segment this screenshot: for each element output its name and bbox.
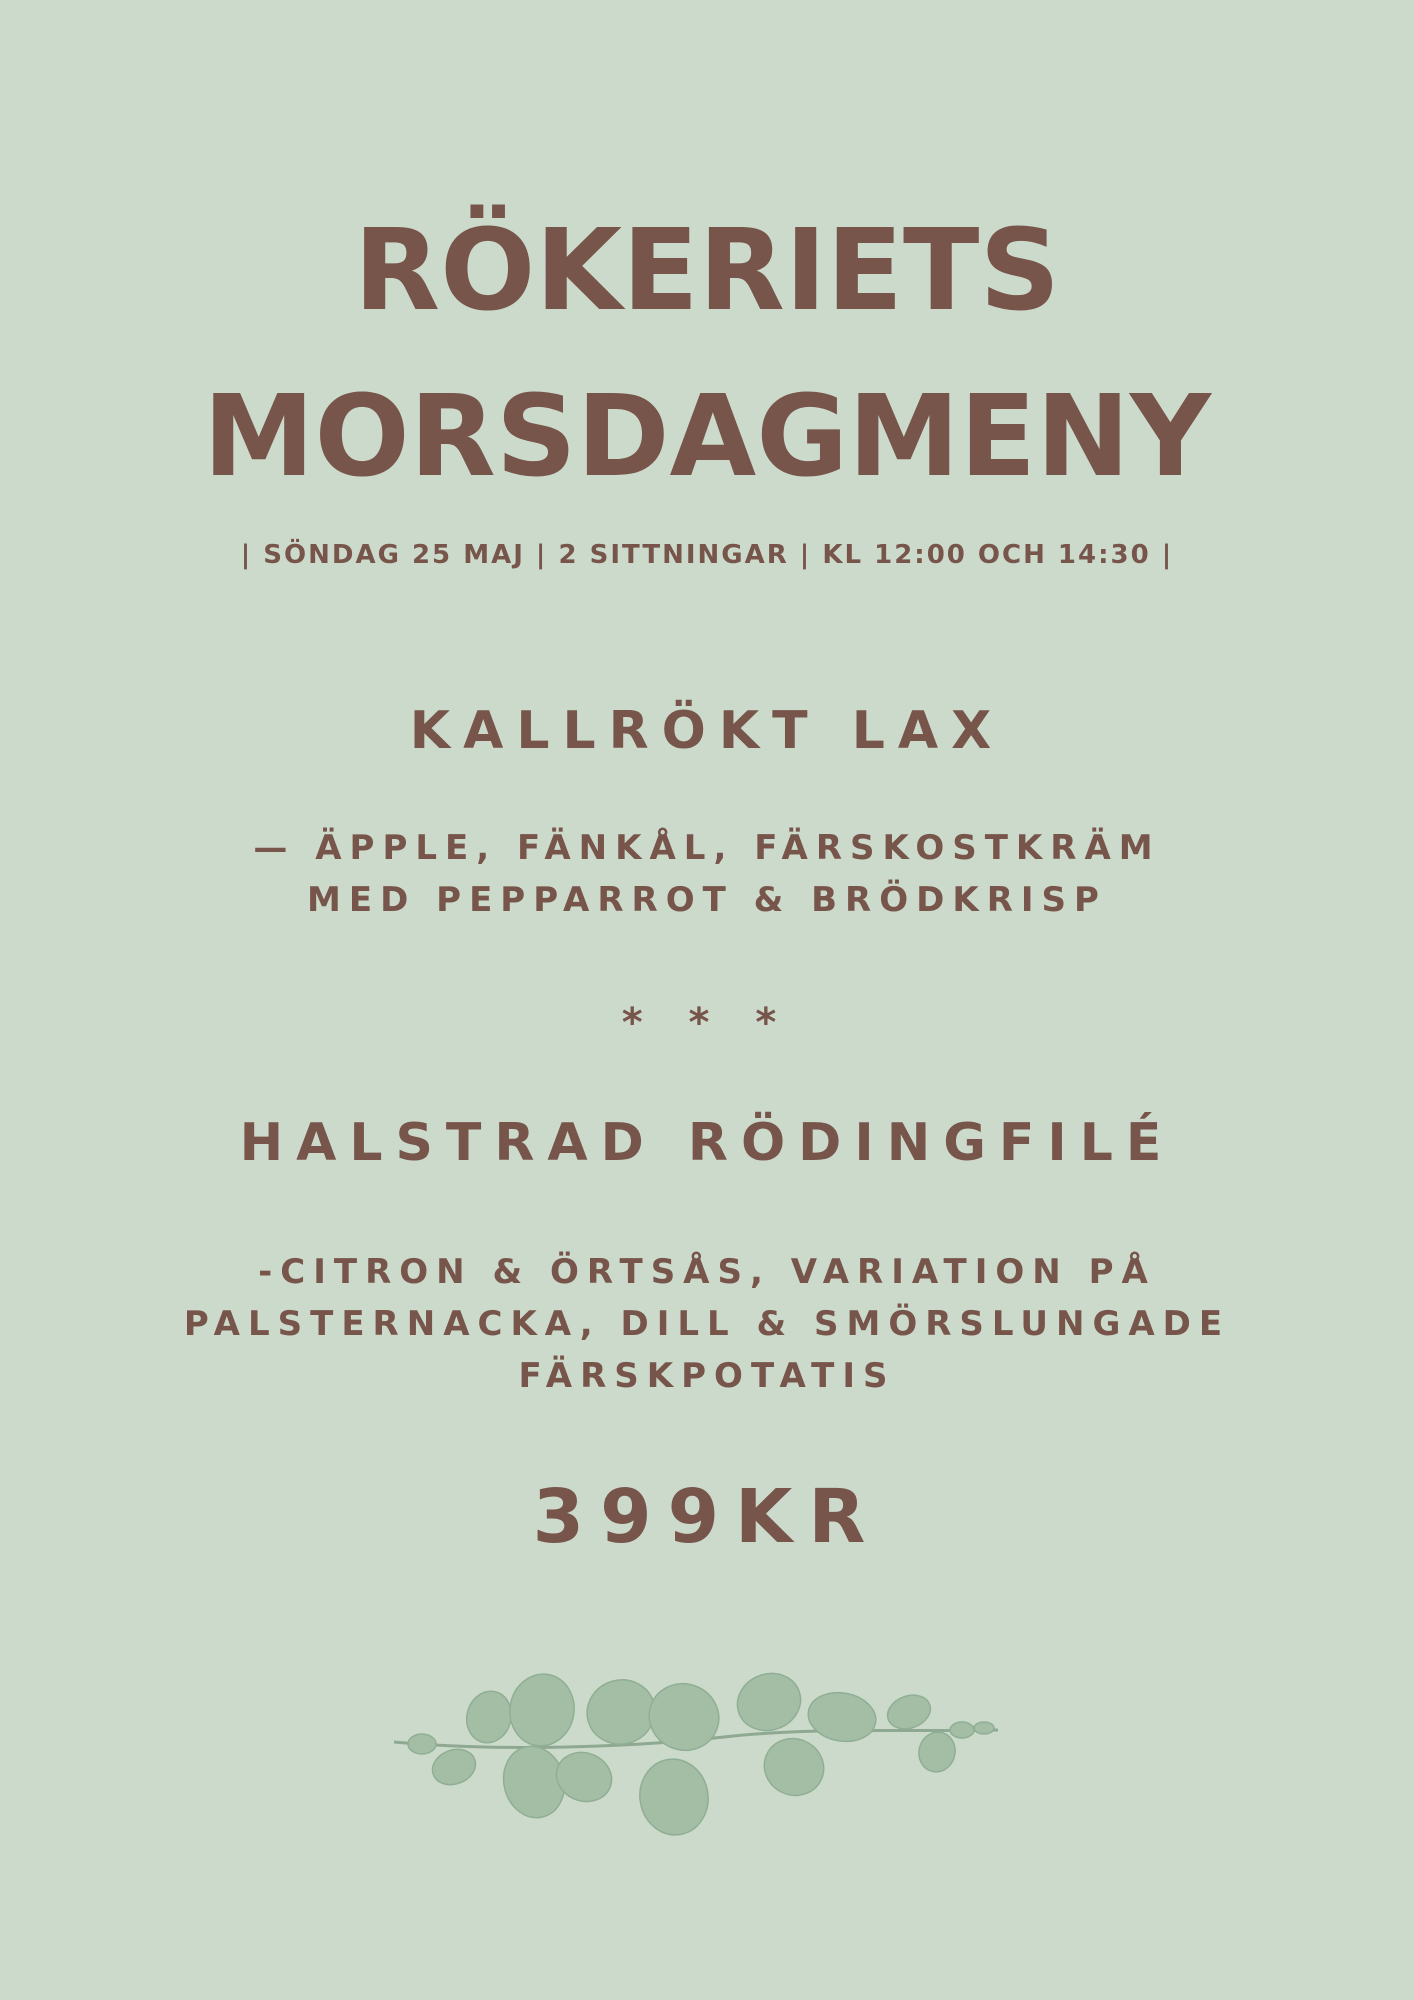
title-line-1: RÖKERIETS [353,206,1061,336]
menu-price: 399KR [532,1474,882,1560]
eucalyptus-sprig-icon [384,1672,1010,1858]
course-1-description [0,822,1414,926]
event-details: | SÖNDAG 25 MAJ | 2 SITTNINGAR | KL 12:00 OCH 14:30 | [240,540,1174,570]
course-1-description-line: — ÄPPLE, FÄNKÅL, FÄRSKOSTKRÄM [253,828,1161,868]
course-2-description-line: FÄRSKPOTATIS [518,1356,896,1396]
title-line-2: MORSDAGMENY [203,372,1211,502]
course-2-description-line: -CITRON & ÖRTSÅS, VARIATION PÅ [258,1252,1156,1292]
course-separator: * * * [621,1000,793,1046]
course-2-description [0,1246,1414,1402]
course-2-description-line: PALSTERNACKA, DILL & SMÖRSLUNGADE [183,1304,1231,1344]
course-1-description-line: MED PEPPARROT & BRÖDKRISP [307,880,1107,920]
course-1-name: KALLRÖKT LAX [409,701,1005,761]
course-2-name: HALSTRAD RÖDINGFILÉ [239,1113,1175,1173]
